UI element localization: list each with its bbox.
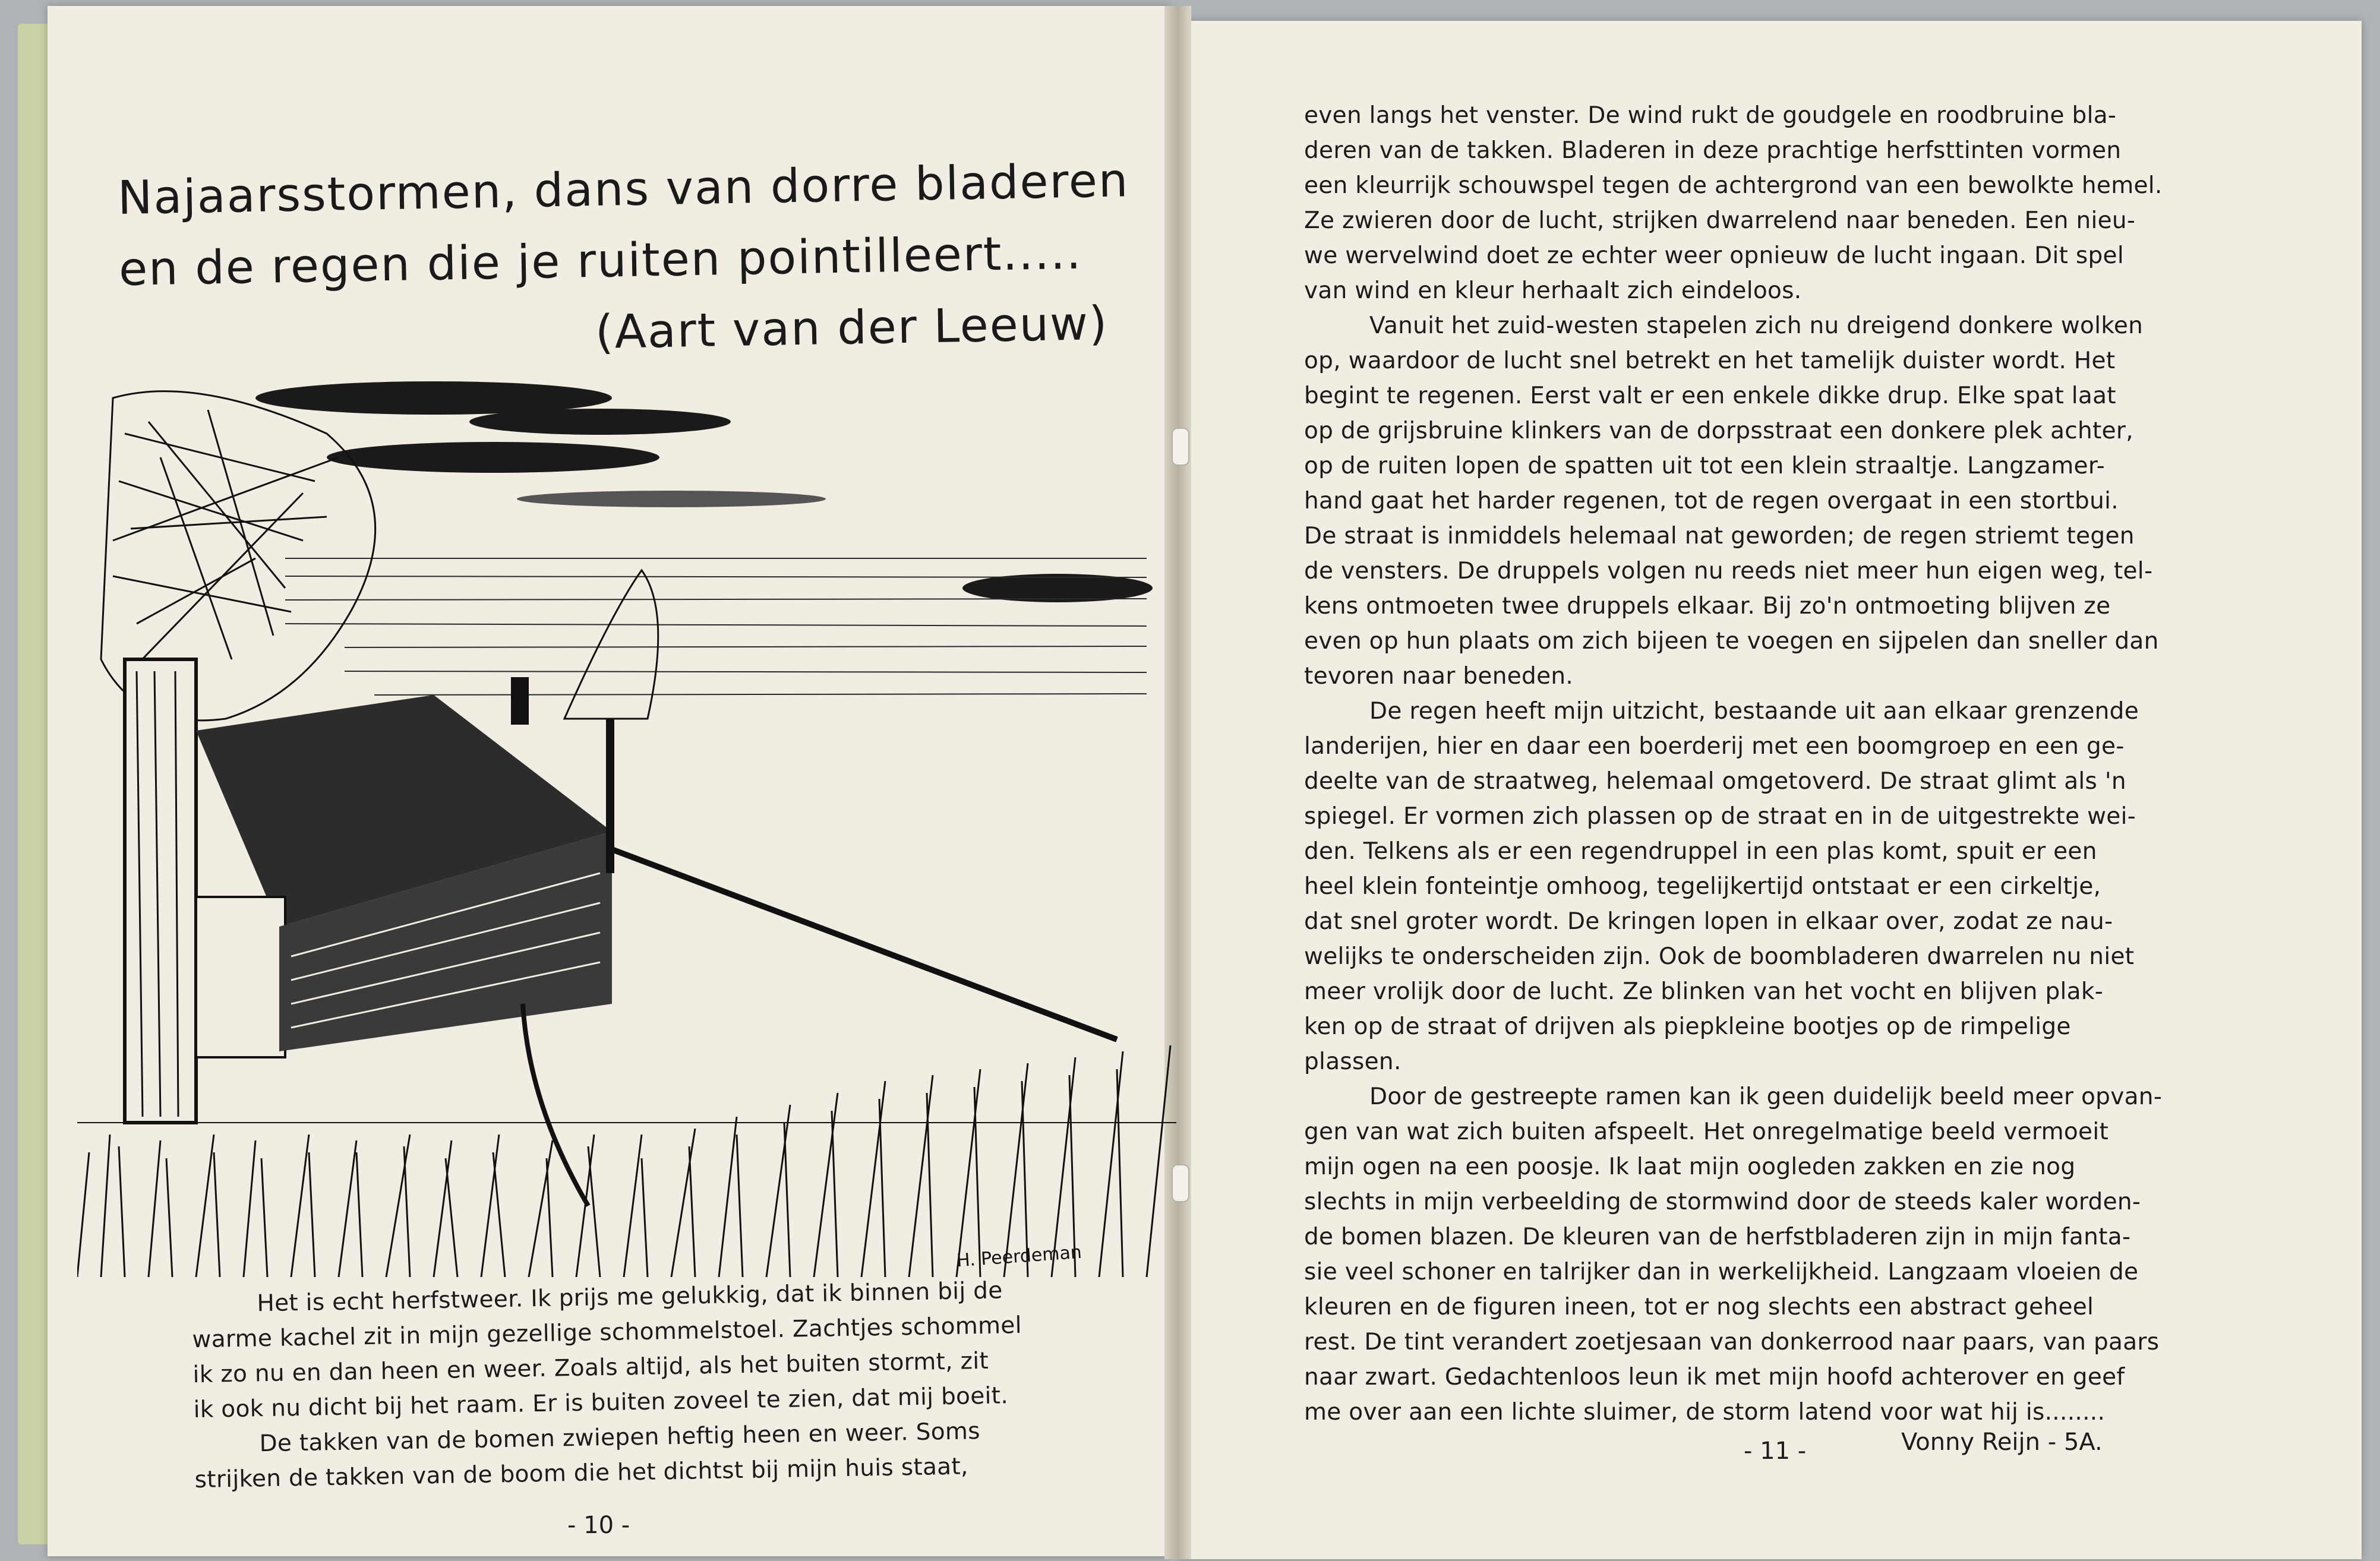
right-line: de bomen blazen. De kleuren van de herfstbladeren zijn in mijn fanta- <box>1304 1224 2131 1250</box>
right-line: op de grijsbruine klinkers van de dorpsstraat een donkere plek achter, <box>1304 418 2133 444</box>
right-page-text <box>1304 98 2163 1430</box>
left-line-3: ik zo nu en dan heen en weer. Zoals altijd, als het buiten stormt, zit <box>192 1347 989 1389</box>
right-line: Ze zwieren door de lucht, strijken dwarrelend naar beneden. Een nieu- <box>1304 207 2136 234</box>
right-line: heel klein fonteintje omhoog, tegelijkertijd ontstaat er een cirkeltje, <box>1304 873 2101 900</box>
right-line: De straat is inmiddels helemaal nat geworden; de regen striemt tegen <box>1304 523 2135 549</box>
right-line: Vanuit het zuid-westen stapelen zich nu dreigend donkere wolken <box>1369 312 2144 339</box>
right-line: even langs het venster. De wind rukt de goudgele en roodbruine bla- <box>1304 102 2117 129</box>
right-line: deren van de takken. Bladeren in deze prachtige herfsttinten vormen <box>1304 137 2122 164</box>
right-line: meer vrolijk door de lucht. Ze blinken van het vocht en blijven plak- <box>1304 978 2104 1005</box>
right-line: begint te regenen. Eerst valt er een enkele dikke drup. Elke spat laat <box>1304 383 2116 409</box>
right-line: spiegel. Er vormen zich plassen op de straat en in de uitgestrekte wei- <box>1304 803 2136 830</box>
handwritten-quote <box>117 146 1130 377</box>
right-line: van wind en kleur herhaalt zich eindeloos. <box>1304 277 1802 304</box>
left-line-1: Het is echt herfstweer. Ik prijs me gelukkig, dat ik binnen bij de <box>257 1277 1003 1317</box>
right-line: even op hun plaats om zich bijeen te voegen en sijpelen dan sneller dan <box>1304 628 2159 655</box>
quote-attribution: (Aart van der Leeuw) <box>595 296 1109 359</box>
page-number-left: - 10 - <box>567 1512 630 1539</box>
right-line: een kleurrijk schouwspel tegen de achtergrond van een bewolkte hemel. <box>1304 172 2163 199</box>
right-line: sie veel schoner en talrijker dan in werkelijkheid. Langzaam vloeien de <box>1304 1259 2139 1285</box>
right-line: gen van wat zich buiten afspeelt. Het onregelmatige beeld vermoeit <box>1304 1118 2109 1145</box>
right-line: tevoren naar beneden. <box>1304 663 1574 690</box>
right-line: mijn ogen na een poosje. Ik laat mijn oogleden zakken en zie nog <box>1304 1154 2076 1180</box>
right-line: rest. De tint verandert zoetjesaan van donkerrood naar paars, van paars <box>1304 1329 2160 1355</box>
left-page-text <box>191 1273 1024 1497</box>
quote-line-1: Najaarsstormen, dans van dorre bladeren <box>117 154 1130 225</box>
right-line: naar zwart. Gedachtenloos leun ik met mijn hoofd achterover en geef <box>1304 1364 2125 1391</box>
left-line-2: warme kachel zit in mijn gezellige schommelstoel. Zachtjes schommel <box>192 1312 1022 1354</box>
right-line: deelte van de straatweg, helemaal omgetoverd. De straat glimt als 'n <box>1304 768 2126 795</box>
right-line: landerijen, hier en daar een boerderij met een boomgroep en een ge- <box>1304 733 2125 760</box>
right-line: dat snel groter wordt. De kringen lopen in elkaar over, zodat ze nau- <box>1304 908 2113 935</box>
right-line: welijks te onderscheiden zijn. Ook de boombladeren dwarrelen nu niet <box>1304 943 2135 970</box>
right-line: ken op de straat of drijven als piepkleine bootjes op de rimpelige <box>1304 1013 2071 1040</box>
right-line: kens ontmoeten twee druppels elkaar. Bij zo'n ontmoeting blijven ze <box>1304 593 2111 620</box>
right-line: Door de gestreepte ramen kan ik geen duidelijk beeld meer opvan- <box>1369 1083 2163 1110</box>
right-line: De regen heeft mijn uitzicht, bestaande uit aan elkaar grenzende <box>1369 698 2139 725</box>
right-line: plassen. <box>1304 1048 1402 1075</box>
right-line: op de ruiten lopen de spatten uit tot een klein straaltje. Langzamer- <box>1304 453 2106 479</box>
page-number-right: - 11 - <box>1744 1437 1807 1465</box>
artist-signature: H. Peerdeman <box>956 1241 1082 1272</box>
right-line: we wervelwind doet ze echter weer opnieuw de lucht ingaan. Dit spel <box>1304 242 2124 269</box>
right-line: den. Telkens als er een regendruppel in een plas komt, spuit er een <box>1304 838 2097 865</box>
left-line-6: strijken de takken van de boom die het dichtst bij mijn huis staat, <box>194 1453 969 1494</box>
farmhouse-ink-illustration <box>77 362 1176 1277</box>
right-line: op, waardoor de lucht snel betrekt en het tamelijk duister wordt. Het <box>1304 347 2116 374</box>
author-credit: Vonny Reijn - 5A. <box>1901 1429 2103 1456</box>
right-line: slechts in mijn verbeelding de stormwind door de steeds kaler worden- <box>1304 1189 2141 1215</box>
right-line: kleuren en de figuren ineen, tot er nog slechts een abstract geheel <box>1304 1294 2094 1320</box>
right-line: de vensters. De druppels volgen nu reeds niet meer hun eigen weg, tel- <box>1304 558 2153 584</box>
quote-line-2: en de regen die je ruiten pointilleert..... <box>118 226 1083 296</box>
left-line-5: De takken van de bomen zwiepen heftig heen en weer. Soms <box>259 1418 981 1458</box>
left-line-4: ik ook nu dicht bij het raam. Er is buiten zoveel te zien, dat mij boeit. <box>193 1382 1009 1424</box>
right-line: me over aan een lichte sluimer, de storm latend voor wat hij is........ <box>1304 1399 2106 1426</box>
right-line: hand gaat het harder regenen, tot de regen overgaat in een stortbui. <box>1304 488 2119 514</box>
